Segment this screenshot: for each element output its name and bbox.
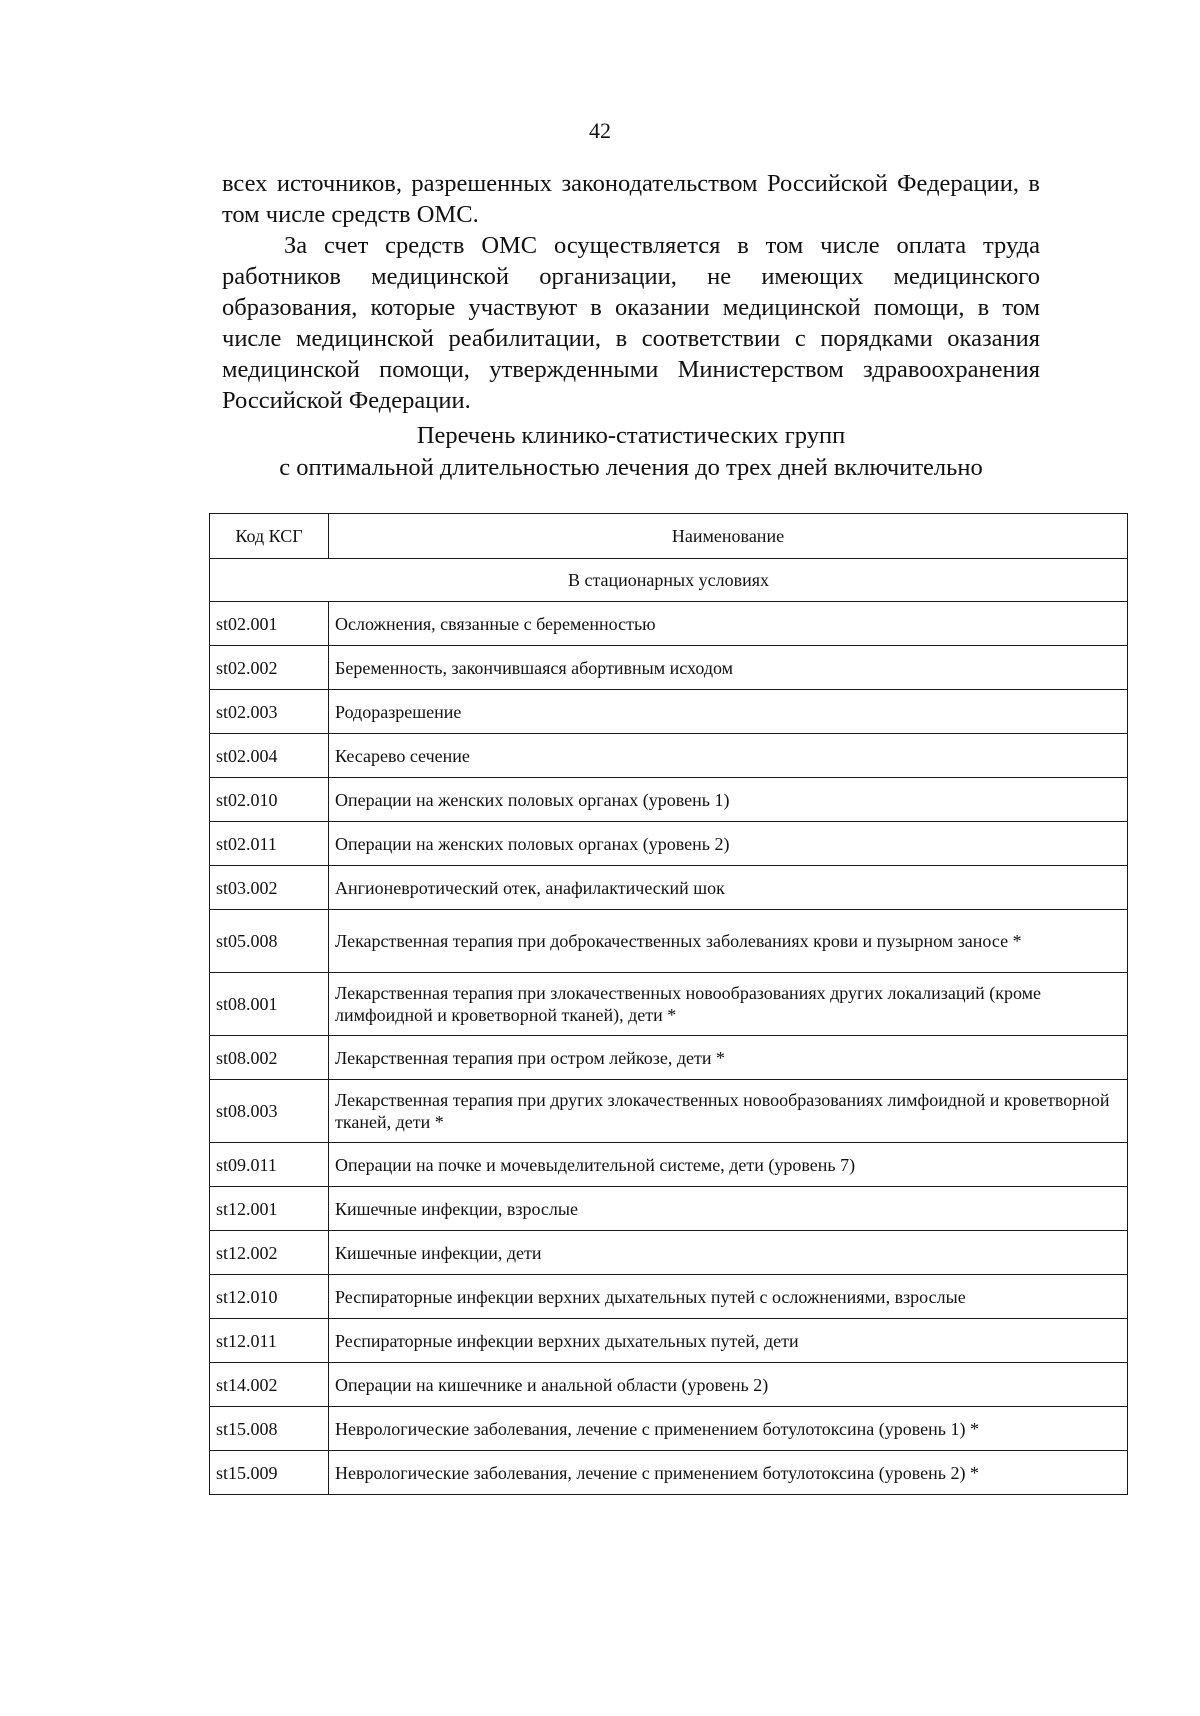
ksg-code-cell: st02.001 (210, 602, 329, 646)
ksg-name-cell: Кишечные инфекции, взрослые (329, 1187, 1128, 1231)
ksg-code-cell: st15.008 (210, 1407, 329, 1451)
table-row (210, 822, 1128, 866)
table-row (210, 1080, 1128, 1143)
ksg-name-cell: Беременность, закончившаяся абортивным исходом (329, 646, 1128, 690)
page-number: 42 (589, 118, 611, 143)
table-row (210, 1363, 1128, 1407)
table-row (210, 734, 1128, 778)
ksg-code-cell: st02.004 (210, 734, 329, 778)
table-row (210, 1231, 1128, 1275)
ksg-name-cell: Кишечные инфекции, дети (329, 1231, 1128, 1275)
ksg-name-cell: Операции на кишечнике и анальной области (уровень 2) (329, 1363, 1128, 1407)
ksg-name-cell: Операции на женских половых органах (уровень 2) (329, 822, 1128, 866)
table-row (210, 1319, 1128, 1363)
table-row (210, 910, 1128, 973)
list-title (222, 420, 1040, 484)
ksg-code-cell: st09.011 (210, 1143, 329, 1187)
ksg-name-cell: Лекарственная терапия при остром лейкозе, дети * (329, 1036, 1128, 1080)
ksg-code-cell: st12.002 (210, 1231, 329, 1275)
ksg-name-cell: Родоразрешение (329, 690, 1128, 734)
paragraph-continuation: всех источников, разрешенных законодательством Российской Федерации, в том числе средств ОМС. (222, 170, 1040, 228)
ksg-name-cell: Лекарственная терапия при других злокачественных новообразованиях лимфоидной и кроветворной тканей, дети * (329, 1080, 1128, 1143)
list-title-line-1: Перечень клинико-статистических групп (416, 422, 846, 449)
ksg-table (209, 513, 1128, 1495)
ksg-name-cell: Респираторные инфекции верхних дыхательных путей, дети (329, 1319, 1128, 1363)
ksg-code-cell: st08.003 (210, 1080, 329, 1143)
ksg-code-cell: st12.011 (210, 1319, 329, 1363)
list-title-line-2: с оптимальной длительностью лечения до трех дней включительно (279, 454, 983, 481)
ksg-code-cell: st02.002 (210, 646, 329, 690)
ksg-code-cell: st02.010 (210, 778, 329, 822)
body-text (222, 168, 1040, 416)
table-row (210, 690, 1128, 734)
ksg-name-cell: Неврологические заболевания, лечение с применением ботулотоксина (уровень 2) * (329, 1451, 1128, 1495)
table-section-row (210, 559, 1128, 602)
table-row (210, 1407, 1128, 1451)
ksg-code-cell: st05.008 (210, 910, 329, 973)
ksg-code-cell: st14.002 (210, 1363, 329, 1407)
table-row (210, 778, 1128, 822)
ksg-name-cell: Лекарственная терапия при доброкачественных заболеваниях крови и пузырном заносе * (329, 910, 1128, 973)
ksg-code-cell: st02.003 (210, 690, 329, 734)
ksg-name-cell: Лекарственная терапия при злокачественных новообразованиях других локализаций (кроме лимфоидной и кроветворной тканей), дети * (329, 973, 1128, 1036)
table-header-row (210, 514, 1128, 559)
table-row (210, 1143, 1128, 1187)
ksg-name-cell: Осложнения, связанные с беременностью (329, 602, 1128, 646)
section-label: В стационарных условиях (210, 559, 1128, 602)
ksg-code-cell: st15.009 (210, 1451, 329, 1495)
ksg-name-cell: Кесарево сечение (329, 734, 1128, 778)
paragraph-oms-payment: За счет средств ОМС осуществляется в том числе оплата труда работников медицинской организации, не имеющих медицинского образования, которые участвуют в оказании медицинской помощи, в том числе медицинской реабилитации, в соответствии с порядками оказания медицинской помощи, утвержденными Министерством здравоохранения Российской Федерации. (222, 232, 1040, 414)
table-row (210, 1187, 1128, 1231)
ksg-name-cell: Ангионевротический отек, анафилактический шок (329, 866, 1128, 910)
table-row (210, 866, 1128, 910)
ksg-code-cell: st02.011 (210, 822, 329, 866)
ksg-code-cell: st12.001 (210, 1187, 329, 1231)
table-row (210, 1275, 1128, 1319)
column-header-name: Наименование (329, 514, 1128, 559)
table-row (210, 973, 1128, 1036)
table-row (210, 602, 1128, 646)
ksg-name-cell: Респираторные инфекции верхних дыхательных путей с осложнениями, взрослые (329, 1275, 1128, 1319)
ksg-name-cell: Неврологические заболевания, лечение с применением ботулотоксина (уровень 1) * (329, 1407, 1128, 1451)
ksg-code-cell: st12.010 (210, 1275, 329, 1319)
table-row (210, 646, 1128, 690)
ksg-code-cell: st03.002 (210, 866, 329, 910)
column-header-code: Код КСГ (210, 514, 329, 559)
table-row (210, 1036, 1128, 1080)
ksg-name-cell: Операции на почке и мочевыделительной системе, дети (уровень 7) (329, 1143, 1128, 1187)
ksg-code-cell: st08.001 (210, 973, 329, 1036)
ksg-code-cell: st08.002 (210, 1036, 329, 1080)
ksg-name-cell: Операции на женских половых органах (уровень 1) (329, 778, 1128, 822)
table-row (210, 1451, 1128, 1495)
